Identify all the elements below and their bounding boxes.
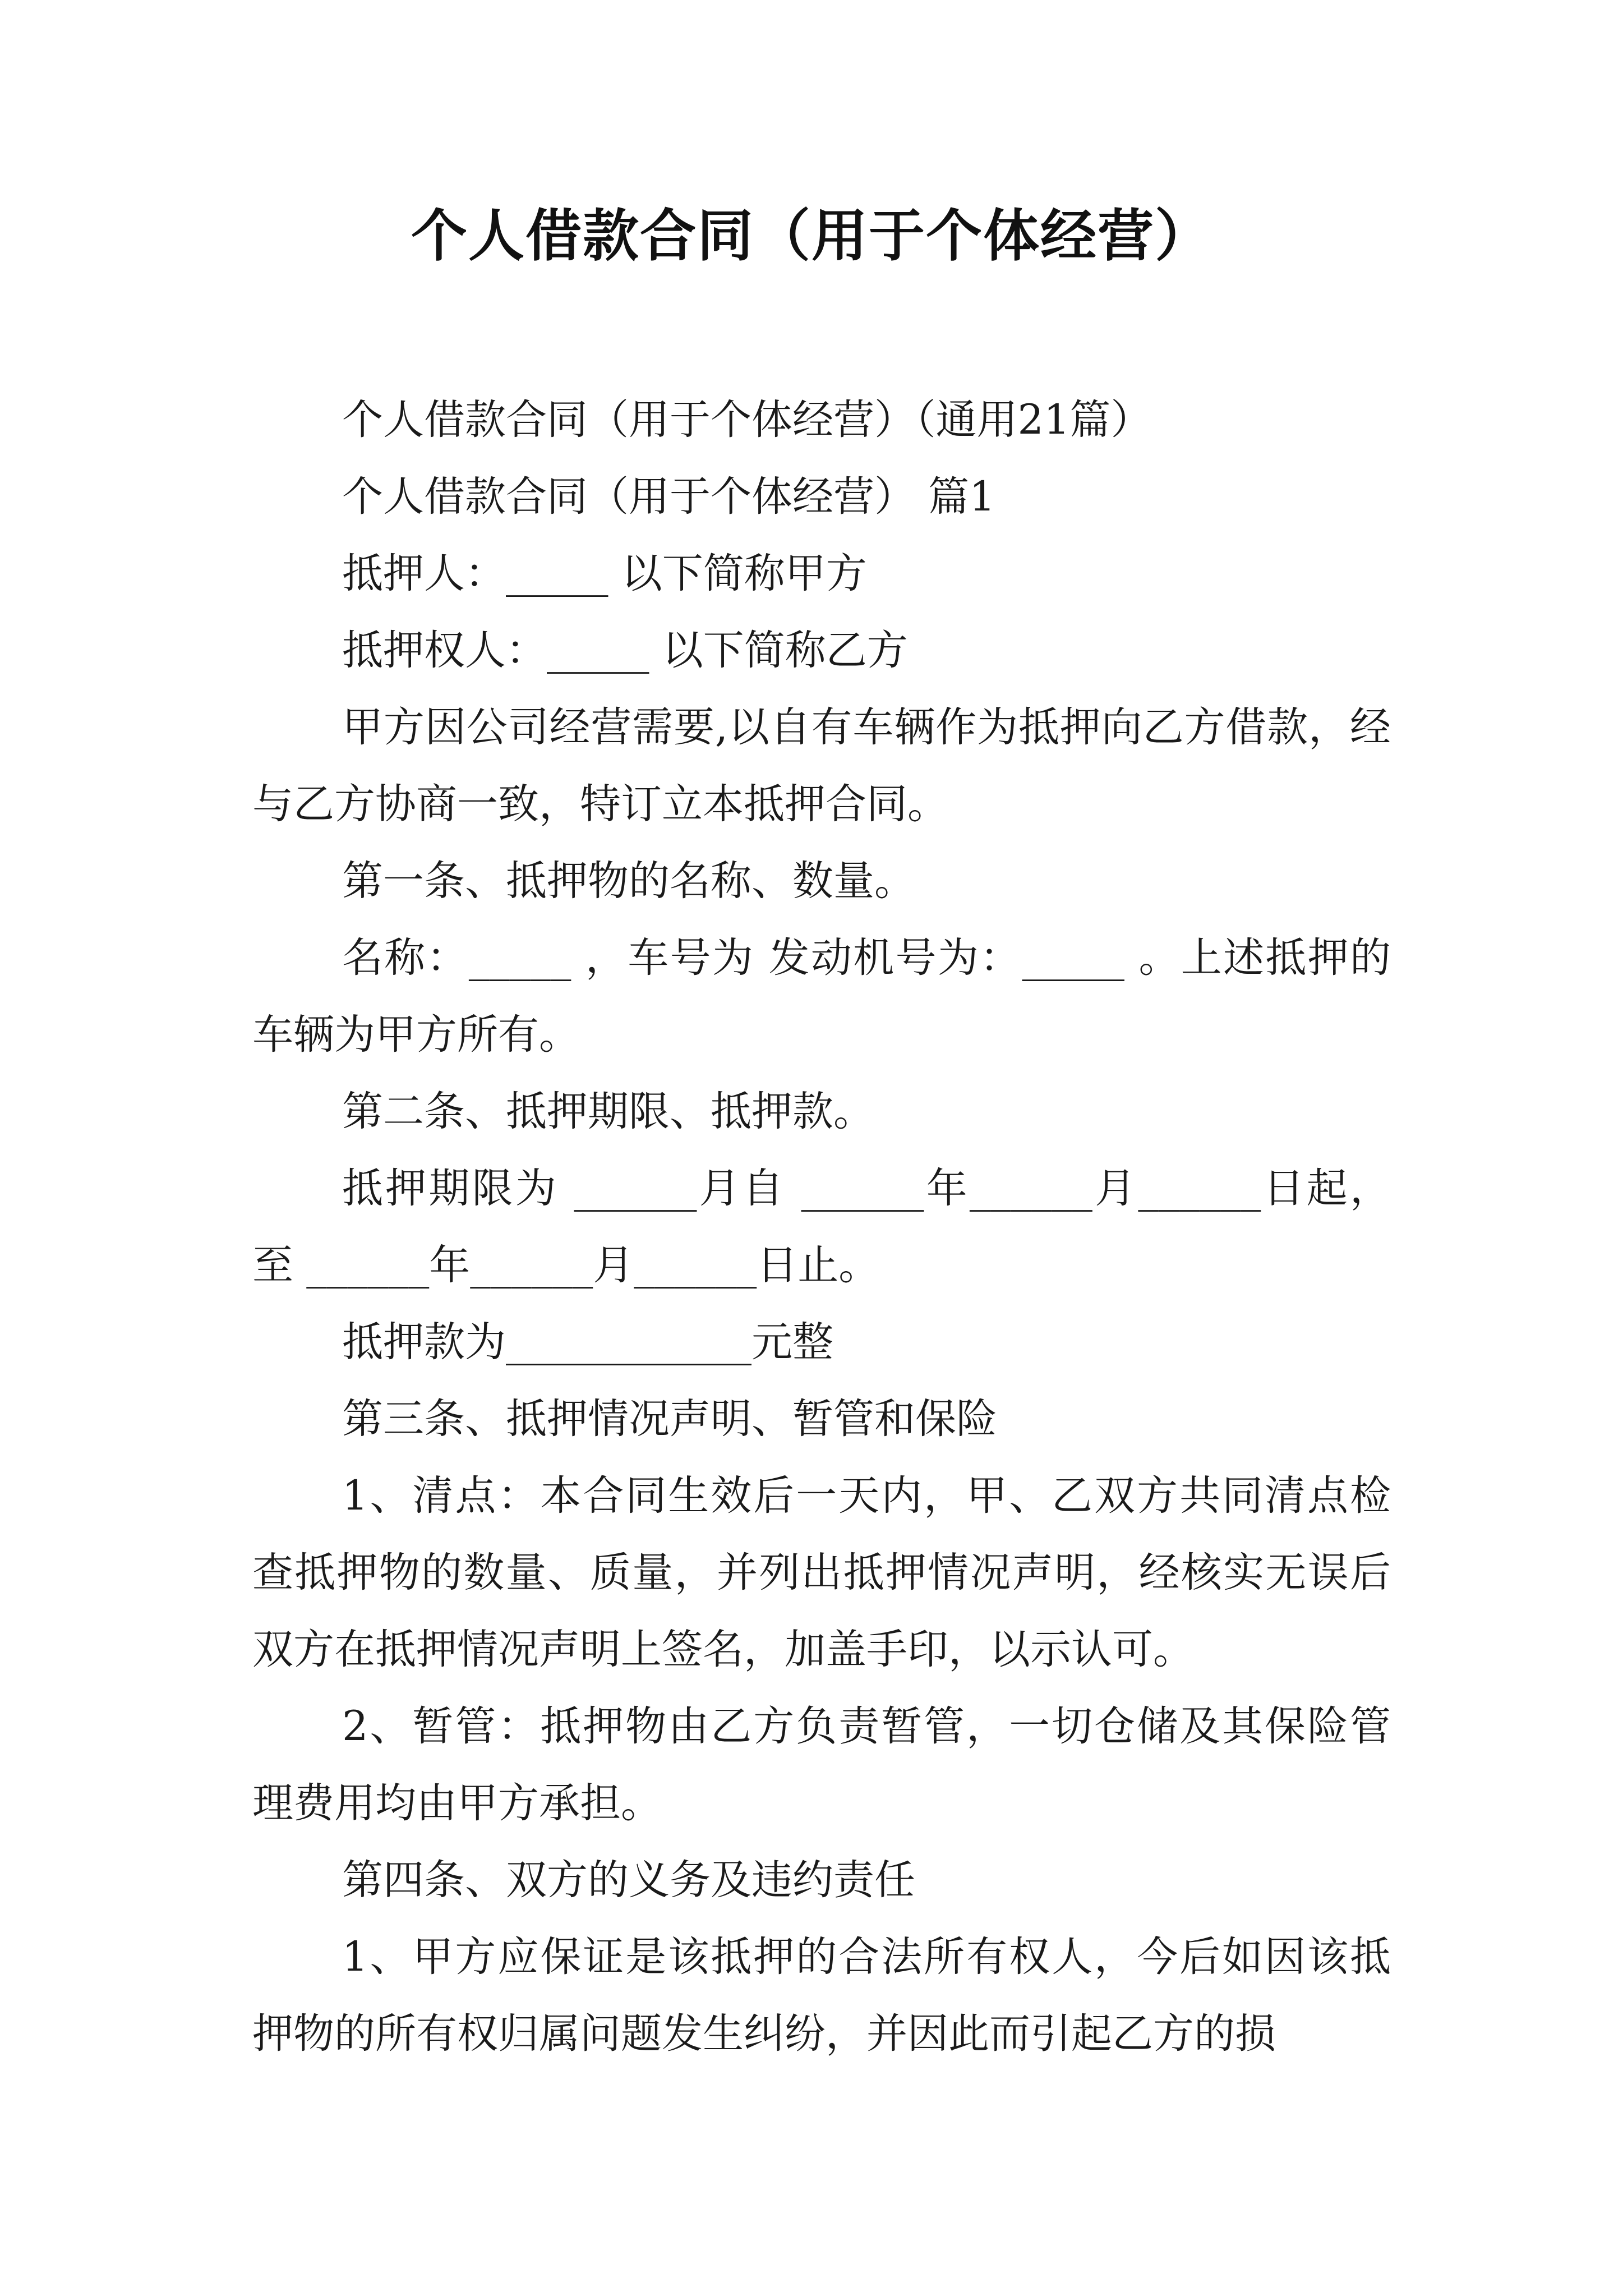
paragraph: 第一条、抵押物的名称、数量。 (342, 857, 915, 905)
paragraph: 第二条、抵押期限、抵押款。 (342, 1088, 874, 1135)
paragraph: 个人借款合同（用于个体经营） 篇1 (342, 473, 995, 521)
paragraph: 2、暂管：抵押物由乙方负责暂管，一切仓储及其保险管理费用均由甲方承担。 (252, 1703, 1391, 1827)
document-title: 个人借款合同（用于个体经营） (411, 203, 1212, 269)
paragraph: 1、甲方应保证是该抵押的合法所有权人，今后如因该抵押物的所有权归属问题发生纠纷，并因此而引起乙方的损 (252, 1933, 1391, 2058)
paragraph: 名称：_____ ，车号为 发动机号为：_____ 。上述抵押的车辆为甲方所有。 (252, 934, 1391, 1059)
document-body (252, 381, 1391, 2072)
paragraph: 个人借款合同（用于个体经营）（通用21篇） (342, 396, 1152, 444)
paragraph: 甲方因公司经营需要,以自有车辆作为抵押向乙方借款，经与乙方协商一致，特订立本抵押合同。 (252, 703, 1391, 828)
paragraph: 抵押人：_____ 以下简称甲方 (342, 550, 867, 597)
paragraph: 抵押权人：_____ 以下简称乙方 (342, 627, 908, 674)
paragraph: 抵押款为____________元整 (342, 1318, 833, 1366)
paragraph: 第四条、双方的义务及违约责任 (342, 1856, 915, 1904)
paragraph: 抵押期限为 ______月自 ______年______月______日起，至 ______年______月______日止。 (252, 1165, 1391, 1289)
paragraph: 第三条、抵押情况声明、暂管和保险 (342, 1395, 997, 1443)
paragraph: 1、清点：本合同生效后一天内，甲、乙双方共同清点检查抵押物的数量、质量，并列出抵押情况声明，经核实无误后双方在抵押情况声明上签名，加盖手印，以示认可。 (252, 1472, 1391, 1673)
